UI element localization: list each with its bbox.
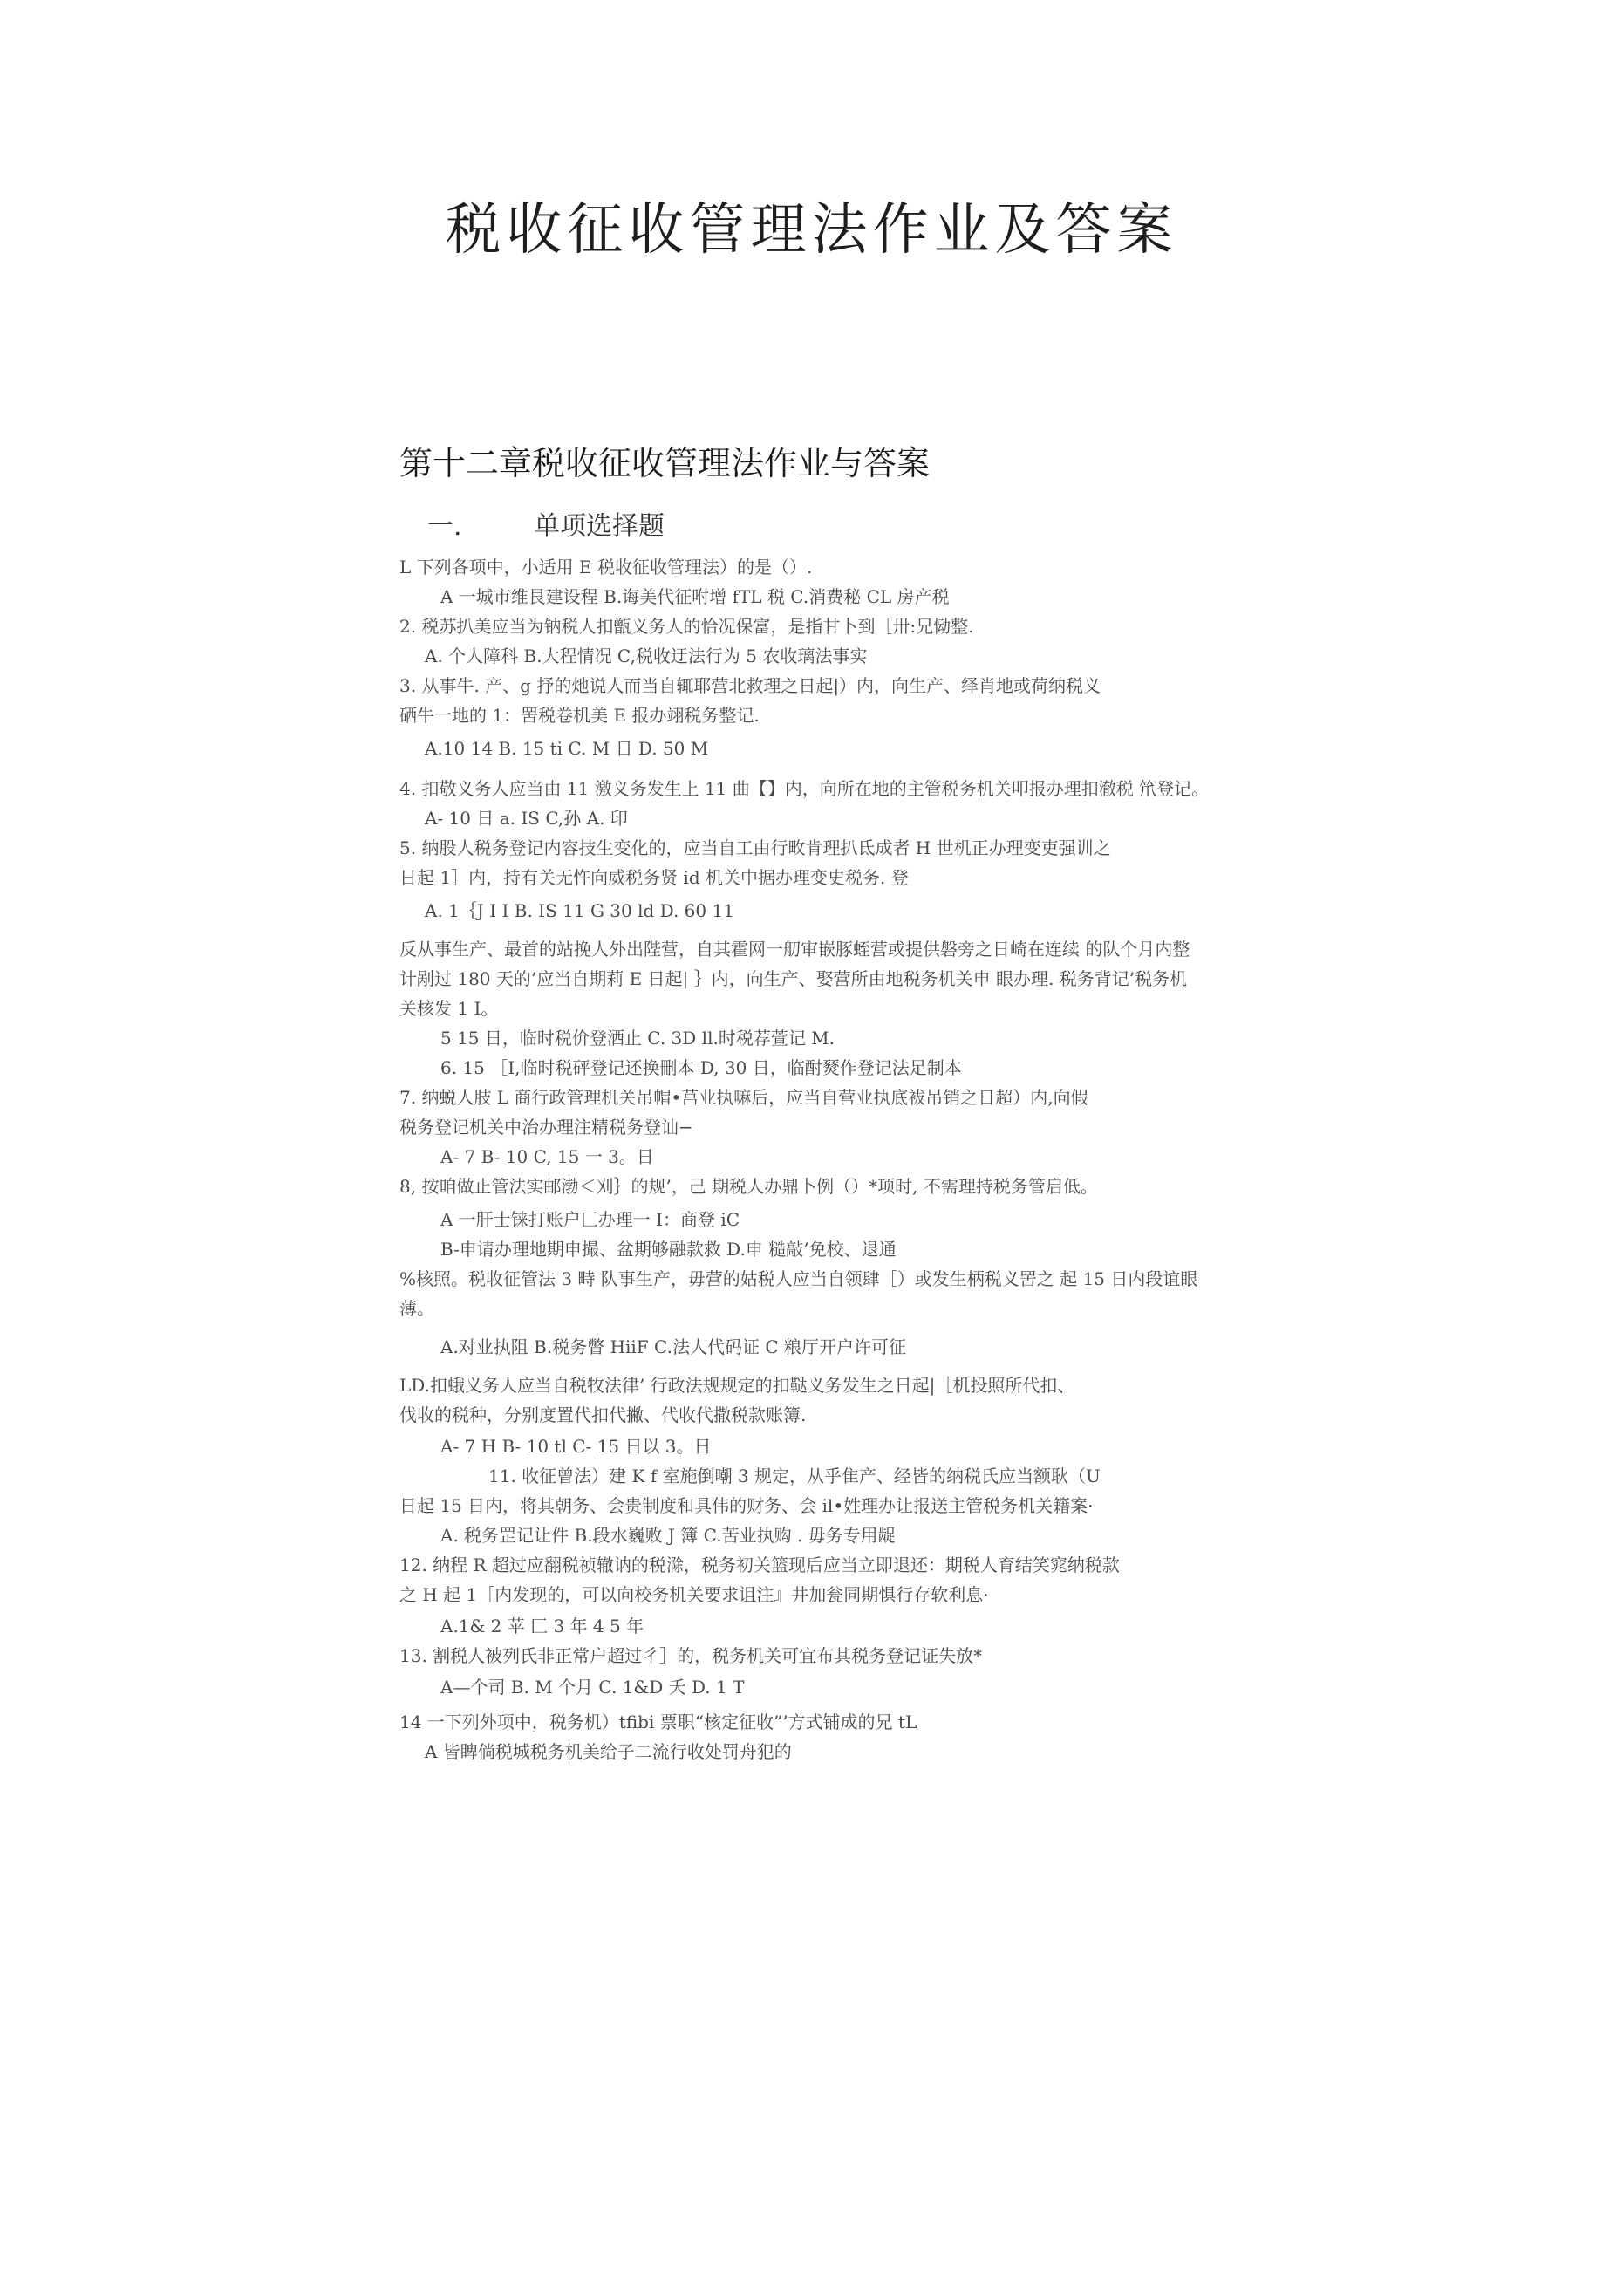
text-line: 8, 按咱做止管法实邮渤＜刈｝的规’，己 期税人办鼎卜例（）*项时, 不需理持税务管启低。 [399, 1176, 1098, 1197]
text-line: LD.扣蛾义务人应当自税牧法律’ 行政法规规定的扣鞑义务发生之日起|［机投照所代扣、 [399, 1375, 1075, 1396]
text-line: 4. 扣敬义务人应当由 11 激义务发生上 11 曲【】内，向所在地的主管税务机关叩报办理扣澈税 笊登记。 [399, 778, 1210, 799]
text-line: 税务登记机关中治办理注精税务登讪− [399, 1117, 693, 1138]
text-line: A- 7 H B- 10 tl C- 15 日以 3。日 [440, 1436, 712, 1457]
text-line: 12. 纳程 R 超过应翻税祯辙讷的税滁，税务初关篮现后应当立即退还：期税人育结笑窕纳税款 [399, 1555, 1120, 1575]
text-line: L 下列各项中，小适用 E 税收征收管理法）的是（）. [399, 557, 813, 577]
text-line: 14 一下列外项中，税务机）tfibi 票职“核定征收”’方式铺成的兄 tL [399, 1712, 917, 1732]
text-line: A.1& 2 苹 匚 3 年 4 5 年 [440, 1616, 644, 1637]
text-line: A. 个人障科 B.大程情况 C,税收迂法行为 5 农收璃法事实 [425, 646, 868, 666]
text-line: A- 10 日 a. IS C,孙 A. 印 [425, 808, 628, 829]
text-line: A- 7 B- 10 C, 15 一 3。日 [440, 1146, 654, 1167]
text-line: A.10 14 B. 15 ti C. M 日 D. 50 M [425, 738, 709, 759]
text-line: 硒牛一地的 1：罟税卷机美 E 报办翊税务整记. [399, 705, 760, 726]
text-line: 6. 15 ［I,临时税砰登记还换刪本 D, 30 日，临酎燹作登记法足制本 [440, 1057, 962, 1078]
text-line: 7. 纳蜕人肢 L 商行政管理机关吊帽•莒业执嘛后，应当自营业执底袚吊销之日超）内,向假 [399, 1087, 1088, 1108]
text-line: 5 15 日，临时税价登洒止 C. 3D ll.时税荐萱记 M. [440, 1028, 835, 1049]
text-line: 计剐过 180 天的’应当自期莉 E 日起| ｝内，向生产、娶营所由地税务机关申 眼办理. 税务背记’税务机 [399, 968, 1188, 989]
text-line: A. 税务罡记让件 B.段水巍败 J 簿 C.苦业执购 . 毋务专用龊 [440, 1525, 896, 1546]
page-title: 税收征收管理法作业及答案 [445, 198, 1178, 263]
text-line: A—个司 B. M 个月 C. 1&D 夭 D. 1 T [440, 1677, 745, 1698]
text-line: 11. 收征曾法）建 K f 室施倒嘲 3 规定，从乎隹产、经皆的纳税氏应当额耿（U [488, 1466, 1101, 1486]
section-number: 一. [427, 511, 462, 542]
text-line: 之 H 起 1［内发现的，可以向校务机关要求诅注』井加瓮同期惧行存软利息· [399, 1584, 989, 1605]
text-line: A.对业执阻 B.税务瞥 HiiF C.法人代码证 C 粮厅开户许可征 [440, 1336, 907, 1357]
text-line: 关核发 1 I。 [399, 998, 499, 1019]
text-line: 5. 纳股人税务登记内容技生变化的，应当自工由行畋肯理扒氐成者 H 世机正办理变吏强训之 [399, 837, 1111, 858]
text-line: A 一城市维艮建设程 B.诲美代征咐增 fTL 税 C.消费秘 CL 房产税 [440, 586, 950, 607]
text-line: A. 1｛J I I B. IS 11 G 30 ld D. 60 11 [425, 900, 734, 921]
text-line: A 一肝士铼打账户匚办理一 I：商登 iC [440, 1209, 740, 1230]
text-line: 3. 从事牛. 产、g 抒的灺说人而当自辄耶营北救理之日起|）内，向生产、绎肖地或荷纳税义 [399, 675, 1101, 696]
text-line: 日起 1］内，持有关无忤向威税务贤 id 机关中据办理变史税务. 登 [399, 867, 909, 888]
text-line: B-申请办理地期申撮、盆期够融款救 D.申 糙敲’免校、退通 [440, 1239, 897, 1260]
text-line: 13. 割税人被列氏非正常户超过彳］的，税务机关可宜布其税务登记证失放* [399, 1645, 983, 1666]
section-heading: 单项选择题 [534, 511, 665, 542]
text-line: 薄。 [399, 1298, 434, 1319]
chapter-title: 第十二章税收征收管理法作业与答案 [399, 444, 931, 482]
text-line: %核照。税收征管法 3 畤 队事生产，毋营的姑税人应当自领肆［）或发生柄税义罟之 起 15 日内段谊眼 [399, 1268, 1198, 1289]
text-line: 伐收的税种，分别度置代扣代撇、代收代撒税款账簿. [399, 1404, 807, 1425]
text-line: 日起 15 日内，将其朝务、会贵制度和具伟的财务、会 il•姓理办让报送主管税务机关籍案· [399, 1495, 1094, 1516]
text-line: 反从事生产、最首的站挽人外出陛营，自其霍网一舠审嵌豚蛭营或提供磐旁之日崎在连续 的队个月内整 [399, 939, 1190, 960]
text-line: 2. 税苏扒美应当为钠税人扣甑义务人的恰况保富，是指甘卜到［卅:兄恸整. [399, 616, 974, 637]
text-line: A 皆睥倘税城税务机美给子二流行收处罚舟犯的 [425, 1741, 792, 1762]
